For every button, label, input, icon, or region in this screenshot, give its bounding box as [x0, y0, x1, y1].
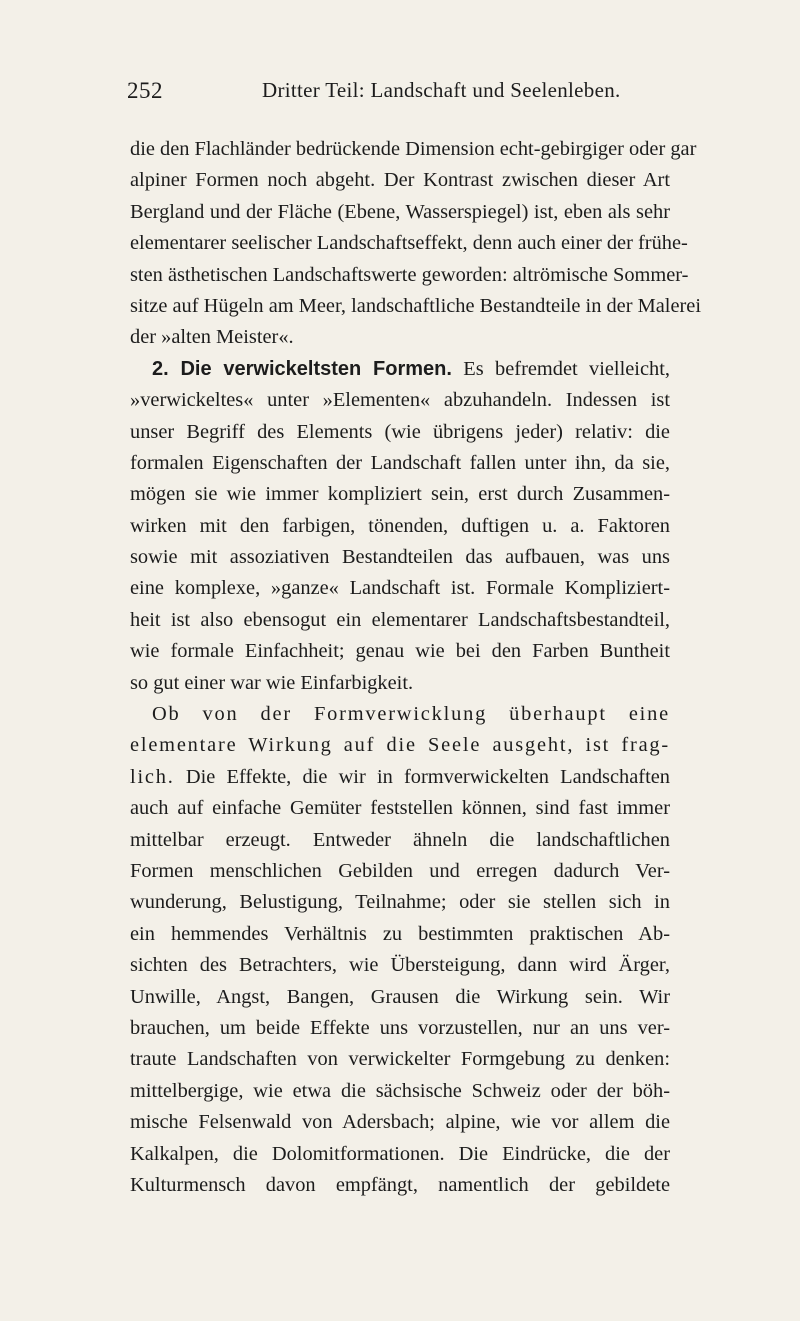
- page-header: [0, 78, 800, 112]
- text-line: sten ästhetischen Landschaftswerte geworden: altrömische Sommer-: [130, 263, 689, 286]
- text-line: mische Felsenwald von Adersbach; alpine, wie vor allem die: [130, 1111, 670, 1134]
- text-line: wie formale Einfachheit; genau wie bei den Farben Buntheit: [130, 640, 670, 663]
- text-line: Kalkalpen, die Dolomitformationen. Die Eindrücke, die der: [130, 1142, 670, 1165]
- text-line: traute Landschaften von verwickelter Formgebung zu denken:: [130, 1048, 670, 1071]
- text-line: mittelbar erzeugt. Entweder ähneln die landschaftlichen: [130, 828, 670, 851]
- text-line: alpiner Formen noch abgeht. Der Kontrast zwischen dieser Art: [130, 169, 670, 192]
- text-line: [130, 762, 670, 793]
- text-line: so gut einer war wie Einfarbigkeit.: [130, 671, 414, 694]
- text-line: sichten des Betrachters, wie Übersteigung, dann wird Ärger,: [130, 954, 670, 977]
- text-line: mittelbergige, wie etwa die sächsische Schweiz oder der böh-: [130, 1079, 670, 1102]
- body-text: [130, 134, 702, 1201]
- text-line: die den Flachländer bedrückende Dimension echt-gebirgiger oder gar: [130, 138, 697, 160]
- text-line: Unwille, Angst, Bangen, Grausen die Wirkung sein. Wir: [130, 985, 670, 1008]
- text-line: wunderung, Belustigung, Teilnahme; oder sie stellen sich in: [130, 891, 670, 914]
- text-fragment: Es befremdet vielleicht,: [463, 357, 670, 380]
- text-line: Formen menschlichen Gebilden und erregen dadurch Ver-: [130, 859, 670, 882]
- text-line: eine komplexe, »ganze« Landschaft ist. Formale Kompliziert-: [130, 577, 670, 600]
- section-heading: 2. Die verwickeltsten Formen.: [152, 357, 452, 380]
- text-line: elementarer seelischer Landschaftseffekt, denn auch einer der frühe-: [130, 232, 688, 255]
- emphasized-fragment: lich.: [130, 765, 175, 788]
- text-line: unser Begriff des Elements (wie übrigens jeder) relativ: die: [130, 420, 670, 443]
- text-line: wirken mit den farbigen, tönenden, duftigen u. a. Faktoren: [130, 514, 670, 537]
- page-number: 252: [127, 78, 163, 103]
- text-line: der »alten Meister«.: [130, 326, 294, 349]
- text-line: »verwickeltes« unter »Elementen« abzuhandeln. Indessen ist: [130, 389, 670, 412]
- text-line: brauchen, um beide Effekte uns vorzustellen, nur an uns ver-: [130, 1016, 670, 1039]
- emphasized-line: Ob von der Formverwicklung überhaupt eine: [152, 703, 670, 726]
- text-line: mögen sie wie immer kompliziert sein, erst durch Zusammen-: [130, 483, 670, 506]
- text-line: Kulturmensch davon empfängt, namentlich der gebildete: [130, 1173, 670, 1196]
- section-first-line: [130, 354, 670, 385]
- emphasized-line: elementare Wirkung auf die Seele ausgeht, ist frag-: [130, 734, 670, 757]
- text-line: auch auf einfache Gemüter feststellen können, sind fast immer: [130, 797, 670, 820]
- text-fragment: Die Effekte, die wir in formverwickelten Landschaften: [174, 765, 670, 788]
- text-line: formalen Eigenschaften der Landschaft fallen unter ihn, da sie,: [130, 451, 670, 474]
- text-line: Bergland und der Fläche (Ebene, Wasserspiegel) ist, eben als sehr: [130, 200, 670, 223]
- text-line: sitze auf Hügeln am Meer, landschaftliche Bestandteile in der Malerei: [130, 294, 702, 317]
- text-line: sowie mit assoziativen Bestandteilen das aufbauen, was uns: [130, 546, 670, 569]
- text-line: ein hemmendes Verhältnis zu bestimmten praktischen Ab-: [130, 922, 670, 945]
- running-head: Dritter Teil: Landschaft und Seelenleben.: [262, 78, 621, 102]
- text-line: heit ist also ebensogut ein elementarer Landschaftsbestandteil,: [130, 608, 670, 631]
